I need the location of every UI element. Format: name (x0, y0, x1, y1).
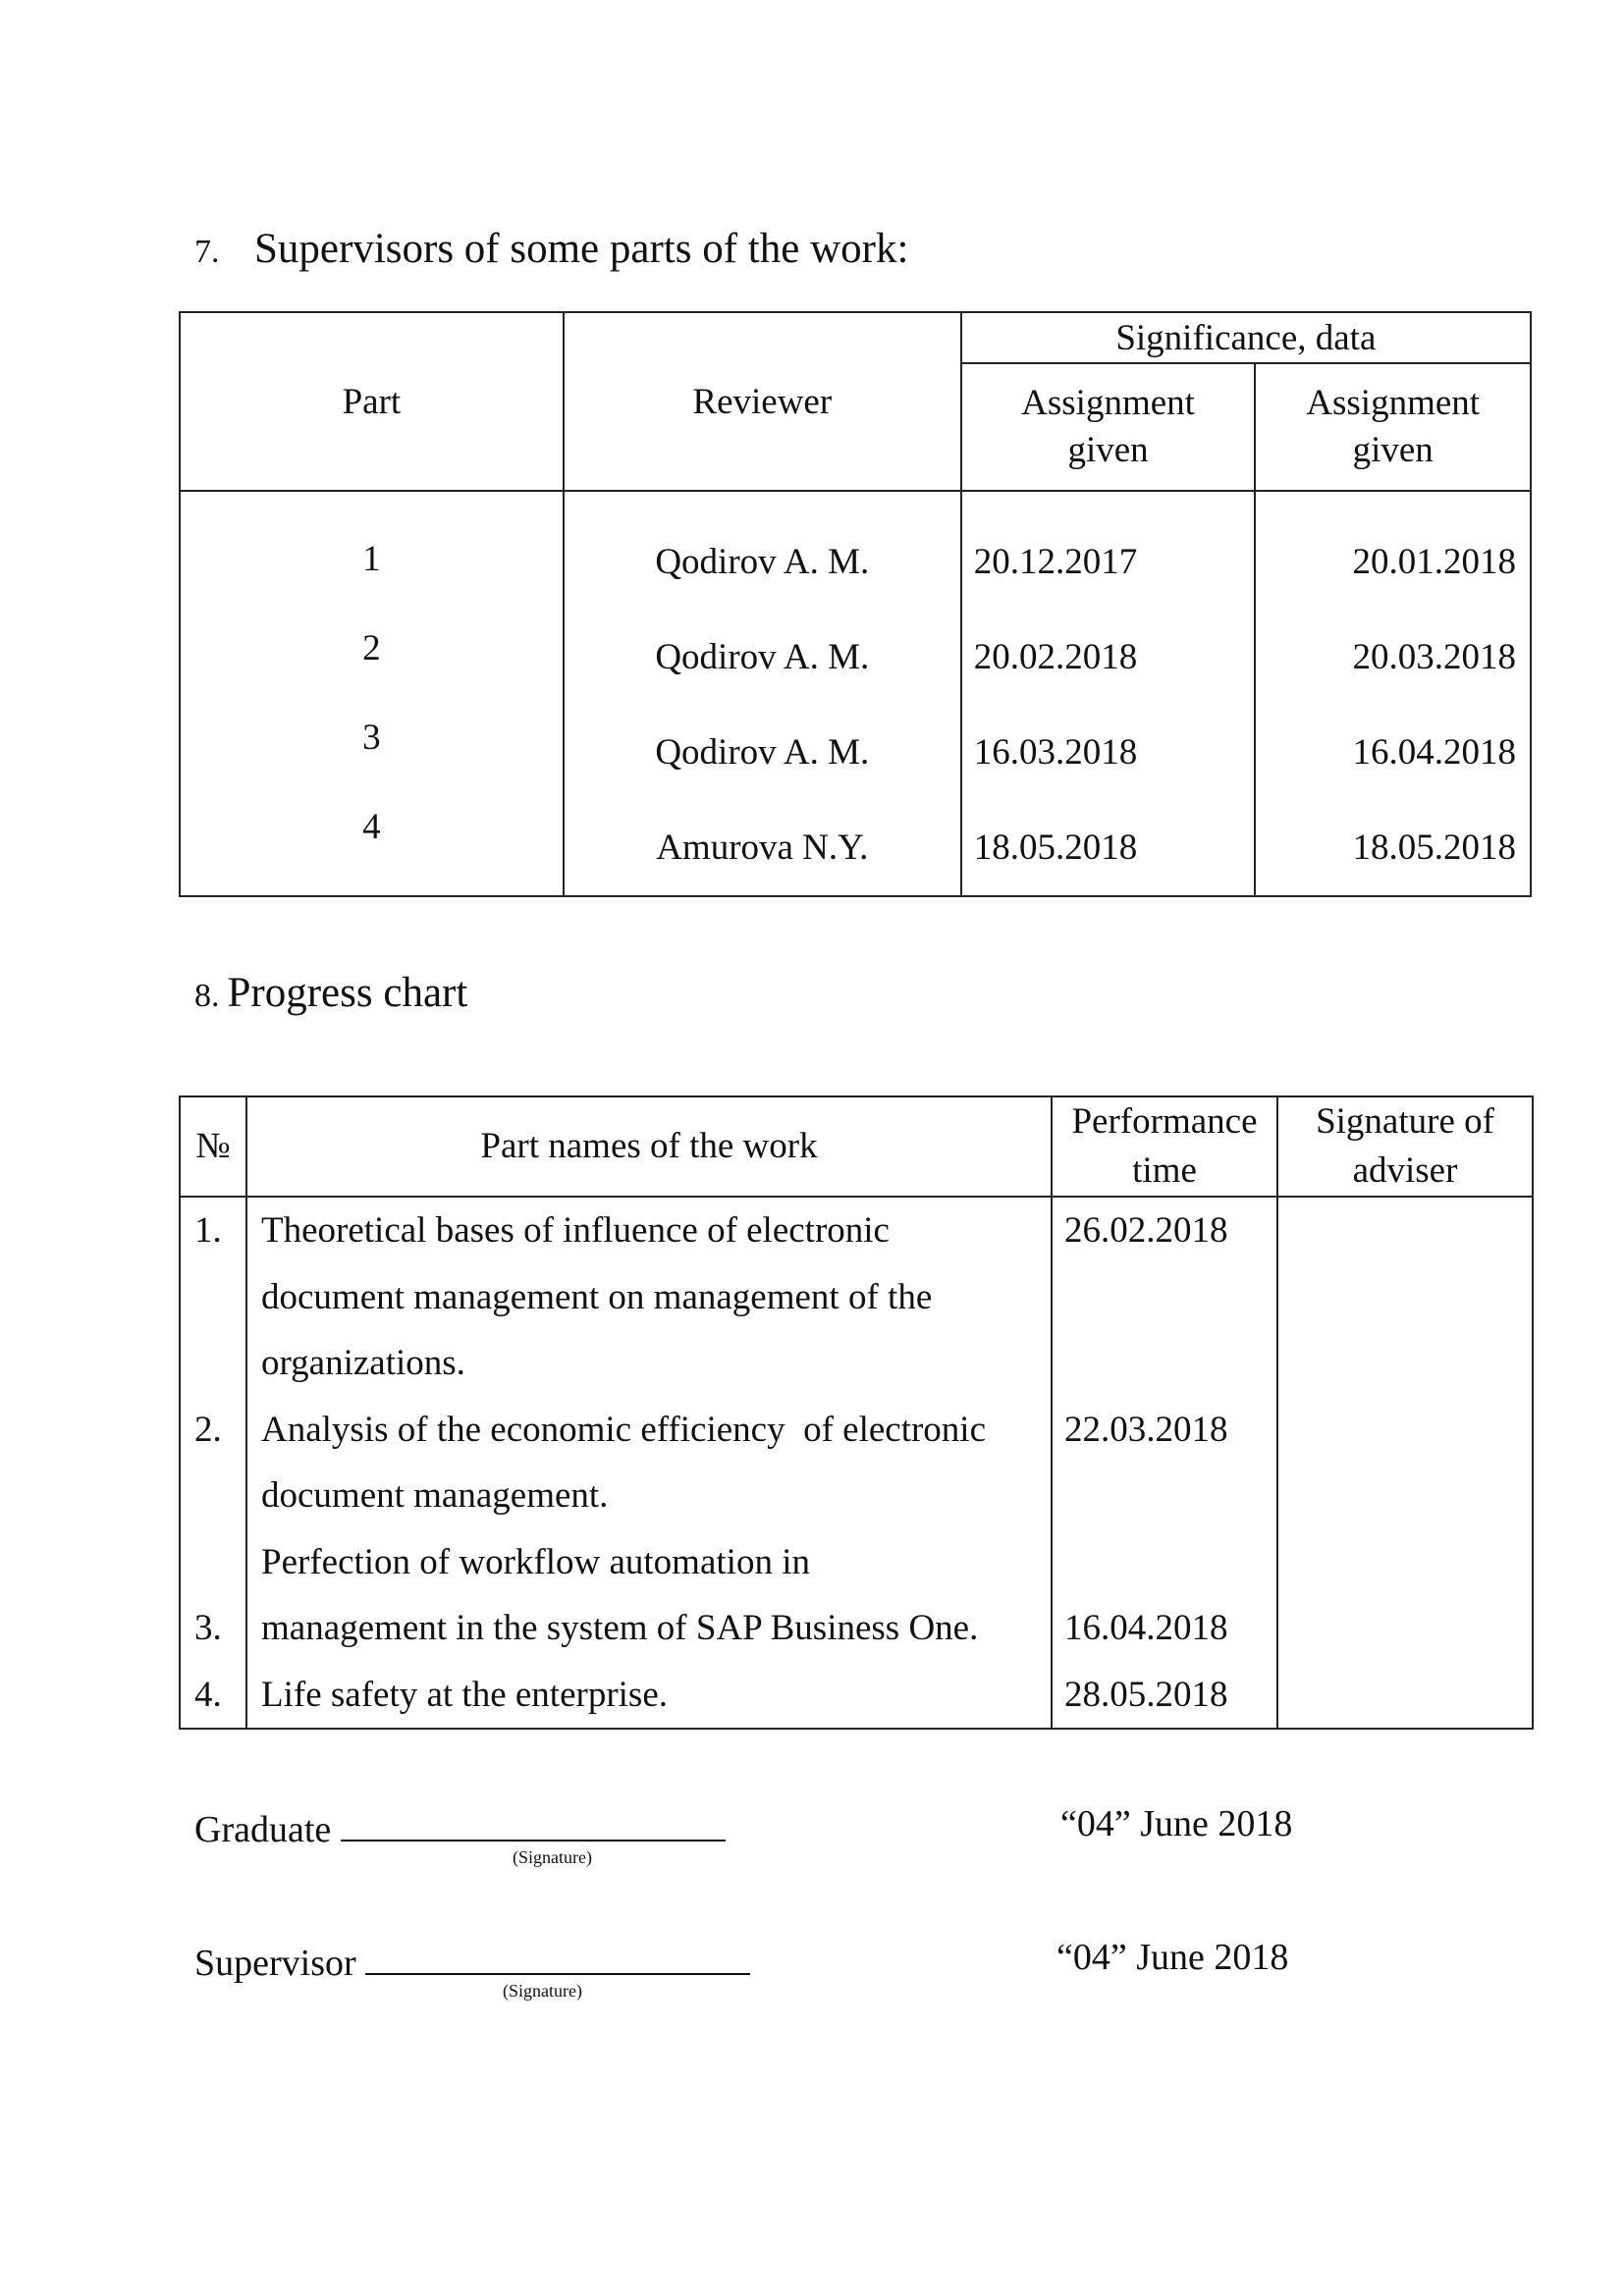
row-number: 3. (194, 1608, 222, 1648)
header-line: time (1132, 1150, 1197, 1191)
graduate-signature-line (194, 1802, 726, 1851)
part-name-line: document management on management of the (261, 1276, 933, 1317)
part-number: 3 (362, 718, 381, 758)
performance-times-cell (1052, 1197, 1277, 1729)
supervisor-signature-line (194, 1936, 750, 1985)
section-8-number: 8. (194, 978, 220, 1014)
section-7-heading: Supervisors of some parts of the work: (254, 226, 909, 272)
reviewer-name: Amurova N.Y. (656, 828, 869, 868)
header-assignment-given-1 (961, 363, 1256, 491)
adviser-signature-cell (1277, 1197, 1533, 1729)
graduate-signature-blank (341, 1802, 726, 1842)
row-numbers-cell (180, 1197, 246, 1729)
row-number (194, 1463, 245, 1529)
given-date: 16.03.2018 (973, 732, 1138, 773)
row-number (194, 1264, 245, 1331)
part-name-line: Theoretical bases of influence of electronic (261, 1210, 890, 1251)
performance-time (1064, 1264, 1276, 1331)
header-line: adviser (1352, 1150, 1458, 1191)
row-number: 1. (194, 1210, 222, 1251)
header-performance-time (1052, 1096, 1277, 1197)
performance-time: 26.02.2018 (1064, 1210, 1228, 1251)
given-dates-cell (961, 491, 1256, 896)
header-significance: Significance, data (961, 312, 1531, 363)
supervisor-label: Supervisor (194, 1943, 356, 1984)
part-number: 2 (362, 628, 381, 668)
row-number (194, 1330, 245, 1397)
performance-time: 28.05.2018 (1064, 1674, 1228, 1715)
given-date: 18.05.2018 (973, 828, 1138, 868)
header-line: Assignment (1306, 383, 1481, 423)
part-name-line: document management. (261, 1475, 609, 1516)
header-assignment-given-2 (1255, 363, 1531, 491)
graduate-label: Graduate (194, 1809, 332, 1850)
header-signature-adviser (1277, 1096, 1533, 1197)
given-date: 20.12.2017 (973, 542, 1138, 582)
header-reviewer: Reviewer (564, 312, 961, 491)
due-dates-cell (1255, 491, 1531, 896)
due-date: 20.01.2018 (1352, 542, 1516, 582)
graduate-signature-caption: (Signature) (513, 1847, 592, 1867)
reviewer-name: Qodirov A. M. (655, 637, 870, 677)
header-line: Signature of (1316, 1101, 1494, 1142)
header-line: Assignment (1021, 383, 1195, 423)
supervisors-table (179, 311, 1532, 897)
row-number: 2. (194, 1409, 222, 1450)
header-line: given (1352, 430, 1434, 470)
section-8-heading: Progress chart (227, 970, 468, 1016)
progress-table (179, 1095, 1534, 1730)
reviewer-name: Qodirov A. M. (655, 542, 870, 582)
section-8-title (194, 972, 467, 1014)
parts-cell (180, 491, 564, 896)
part-name-line: management in the system of SAP Business One. (261, 1608, 979, 1648)
part-names-cell (246, 1197, 1052, 1729)
performance-time (1064, 1330, 1276, 1397)
part-number: 4 (362, 807, 381, 847)
given-date: 20.02.2018 (973, 637, 1138, 677)
section-7-number: 7. (194, 234, 220, 270)
performance-time: 22.03.2018 (1064, 1409, 1228, 1450)
part-name-line: Perfection of workflow automation in (261, 1541, 810, 1582)
supervisor-signature-caption: (Signature) (503, 1981, 582, 2001)
row-number: 4. (194, 1674, 222, 1715)
due-date: 20.03.2018 (1352, 637, 1516, 677)
supervisor-date: “04” June 2018 (1056, 1937, 1289, 1978)
header-line: Performance (1071, 1101, 1258, 1142)
reviewers-cell (564, 491, 961, 896)
header-number-sign: № (180, 1096, 246, 1197)
reviewer-name: Qodirov A. M. (655, 732, 870, 773)
supervisor-signature-blank (365, 1936, 750, 1975)
due-date: 18.05.2018 (1352, 828, 1516, 868)
header-part: Part (180, 312, 564, 491)
header-part-names: Part names of the work (246, 1096, 1052, 1197)
performance-time: 16.04.2018 (1064, 1608, 1228, 1648)
part-number: 1 (362, 539, 381, 579)
performance-time (1064, 1463, 1276, 1529)
header-line: given (1067, 430, 1149, 470)
part-name-line: Life safety at the enterprise. (261, 1674, 668, 1715)
row-number (194, 1529, 245, 1596)
due-date: 16.04.2018 (1352, 732, 1516, 773)
part-name-line: Analysis of the economic efficiency of electronic (261, 1409, 986, 1450)
section-7-title (194, 228, 908, 270)
performance-time (1064, 1529, 1276, 1596)
part-name-line: organizations. (261, 1343, 465, 1383)
graduate-date: “04” June 2018 (1060, 1803, 1293, 1844)
